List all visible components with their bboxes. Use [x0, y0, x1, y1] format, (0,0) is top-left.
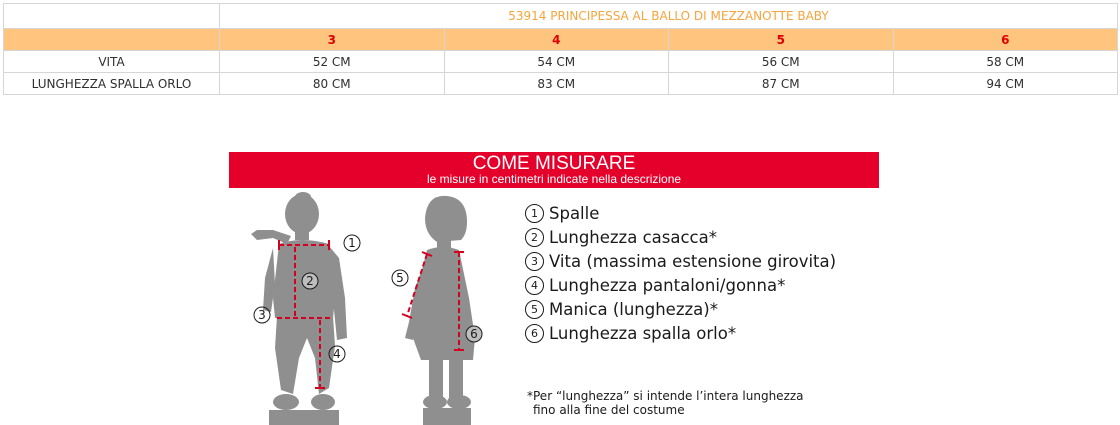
table-cell: 54 CM — [444, 51, 669, 73]
size-header-6: 6 — [893, 29, 1118, 51]
marker-4: 4 — [333, 347, 341, 361]
marker-6: 6 — [470, 327, 478, 341]
legend-text: Manica (lunghezza)* — [549, 300, 718, 319]
size-header-blank — [4, 29, 220, 51]
table-cell: 56 CM — [669, 51, 894, 73]
legend-item-spalle — [525, 202, 885, 226]
child-side-figure — [405, 196, 475, 425]
measuring-guide — [229, 152, 879, 425]
table-cell: 94 CM — [893, 73, 1118, 95]
legend-text: Lunghezza pantaloni/gonna* — [549, 276, 786, 295]
product-title: 53914 PRINCIPESSA AL BALLO DI MEZZANOTTE BABY — [220, 4, 1118, 29]
legend-text: Lunghezza spalla orlo* — [549, 324, 737, 343]
table-cell: 83 CM — [444, 73, 669, 95]
legend-text: Vita (massima estensione girovita) — [549, 252, 837, 271]
table-row — [4, 73, 1118, 95]
legend-item-casacca — [525, 226, 885, 250]
footnote-line-1: *Per “lunghezza” si intende l’intera lunghezza — [527, 389, 804, 403]
table-corner-cell — [4, 4, 220, 29]
size-table — [3, 3, 1118, 95]
row-label-lunghezza: LUNGHEZZA SPALLA ORLO — [4, 73, 220, 95]
measurement-legend — [525, 202, 885, 346]
guide-subtitle: le misure in centimetri indicate nella descrizione — [426, 172, 682, 186]
legend-item-vita — [525, 250, 885, 274]
legend-item-manica — [525, 298, 885, 322]
legend-number: 5 — [525, 300, 544, 319]
guide-banner — [229, 152, 879, 188]
table-cell: 87 CM — [669, 73, 894, 95]
footnote-line-2: fino alla fine del costume — [533, 403, 685, 417]
size-header-4: 4 — [444, 29, 669, 51]
marker-5: 5 — [396, 271, 404, 285]
legend-text: Lunghezza casacca* — [549, 228, 717, 247]
size-header-5: 5 — [669, 29, 894, 51]
size-header-3: 3 — [220, 29, 445, 51]
legend-text: Spalle — [549, 204, 600, 223]
legend-item-pantaloni — [525, 274, 885, 298]
table-cell: 80 CM — [220, 73, 445, 95]
legend-number: 6 — [525, 324, 544, 343]
legend-number: 3 — [525, 252, 544, 271]
child-figures-illustration — [229, 188, 519, 425]
guide-title: COME MISURARE — [472, 153, 636, 174]
legend-number: 4 — [525, 276, 544, 295]
table-title-row — [4, 4, 1118, 29]
table-cell: 58 CM — [893, 51, 1118, 73]
marker-3: 3 — [258, 308, 266, 322]
guide-footnote — [527, 389, 887, 417]
size-header-row — [4, 29, 1118, 51]
marker-1: 1 — [348, 236, 356, 250]
legend-number: 1 — [525, 204, 544, 223]
table-row — [4, 51, 1118, 73]
legend-number: 2 — [525, 228, 544, 247]
legend-item-spalla-orlo — [525, 322, 885, 346]
marker-2: 2 — [306, 274, 314, 288]
table-cell: 52 CM — [220, 51, 445, 73]
row-label-vita: VITA — [4, 51, 220, 73]
